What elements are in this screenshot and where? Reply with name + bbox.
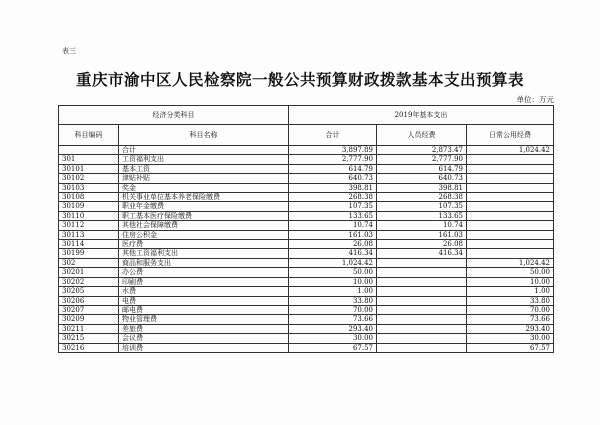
row-total: 73.66 [289, 315, 377, 324]
table-row [59, 268, 554, 277]
row-personnel: 416.34 [377, 249, 467, 258]
row-total: 50.00 [289, 268, 377, 277]
table-row [59, 230, 554, 239]
row-total: 398.81 [289, 183, 377, 192]
row-public [467, 230, 554, 239]
row-name: 培训费 [119, 343, 289, 352]
row-public: 1.00 [467, 287, 554, 296]
row-public: 70.00 [467, 305, 554, 314]
row-public: 30.00 [467, 334, 554, 343]
row-name: 会议费 [119, 334, 289, 343]
row-personnel [377, 315, 467, 324]
row-name: 奖金 [119, 183, 289, 192]
table-row [59, 343, 554, 352]
header-total: 合计 [289, 125, 377, 146]
table-row [59, 249, 554, 258]
row-name: 住房公积金 [119, 230, 289, 239]
row-code: 302 [59, 258, 119, 267]
header-basic-2019: 2019年基本支出 [289, 106, 554, 125]
row-public [467, 240, 554, 249]
row-code: 30209 [59, 315, 119, 324]
row-personnel: 161.03 [377, 230, 467, 239]
table-row [59, 221, 554, 230]
table-row [59, 193, 554, 202]
row-public [467, 183, 554, 192]
header-row-top [59, 106, 554, 125]
table-row [59, 277, 554, 286]
table-row [59, 211, 554, 220]
document-title: 重庆市渝中区人民检察院一般公共预算财政拨款基本支出预算表 [75, 71, 524, 89]
row-personnel [377, 296, 467, 305]
row-total: 2,777.90 [289, 155, 377, 164]
row-code: 30109 [59, 202, 119, 211]
row-name: 办公费 [119, 268, 289, 277]
row-personnel [377, 334, 467, 343]
table-row [59, 324, 554, 333]
header-category: 经济分类科目 [59, 106, 289, 125]
row-total: 67.57 [289, 343, 377, 352]
row-public: 67.57 [467, 343, 554, 352]
row-code: 30108 [59, 193, 119, 202]
table-body [59, 146, 554, 353]
row-public: 73.66 [467, 315, 554, 324]
row-code: 30101 [59, 164, 119, 173]
row-total: 10.00 [289, 277, 377, 286]
row-public [467, 174, 554, 183]
row-name: 差旅费 [119, 324, 289, 333]
row-code: 30201 [59, 268, 119, 277]
row-name: 职业年金缴费 [119, 202, 289, 211]
row-public [467, 155, 554, 164]
row-total: 3,897.89 [289, 146, 377, 155]
row-total: 107.35 [289, 202, 377, 211]
table-row [59, 315, 554, 324]
row-personnel: 398.81 [377, 183, 467, 192]
row-code: 30206 [59, 296, 119, 305]
table-row [59, 202, 554, 211]
row-total: 30.00 [289, 334, 377, 343]
row-name: 职工基本医疗保险缴费 [119, 211, 289, 220]
row-public [467, 164, 554, 173]
row-public [467, 249, 554, 258]
row-name: 其他工资福利支出 [119, 249, 289, 258]
row-code: 30211 [59, 324, 119, 333]
row-personnel [377, 268, 467, 277]
row-public [467, 202, 554, 211]
row-personnel: 640.73 [377, 174, 467, 183]
unit-label: 单位：万元 [516, 95, 554, 104]
row-name: 医疗费 [119, 240, 289, 249]
row-code: 30102 [59, 174, 119, 183]
row-total: 26.08 [289, 240, 377, 249]
row-code: 30207 [59, 305, 119, 314]
table-row [59, 296, 554, 305]
row-personnel [377, 305, 467, 314]
table-row [59, 164, 554, 173]
row-code: 30110 [59, 211, 119, 220]
row-name: 电费 [119, 296, 289, 305]
row-public: 50.00 [467, 268, 554, 277]
row-public: 33.80 [467, 296, 554, 305]
row-code: 30216 [59, 343, 119, 352]
row-public [467, 211, 554, 220]
row-total: 416.34 [289, 249, 377, 258]
row-personnel: 614.79 [377, 164, 467, 173]
row-total: 161.03 [289, 230, 377, 239]
budget-table [58, 105, 554, 353]
header-public: 日常公用经费 [467, 125, 554, 146]
row-code: 30205 [59, 287, 119, 296]
table-row [59, 146, 554, 155]
header-row-bottom [59, 125, 554, 146]
row-personnel: 2,873.47 [377, 146, 467, 155]
row-personnel: 2,777.90 [377, 155, 467, 164]
table-row [59, 287, 554, 296]
row-total: 70.00 [289, 305, 377, 314]
table-row [59, 334, 554, 343]
row-name: 工资福利支出 [119, 155, 289, 164]
row-total: 614.79 [289, 164, 377, 173]
row-total: 640.73 [289, 174, 377, 183]
row-code: 30202 [59, 277, 119, 286]
row-code: 30112 [59, 221, 119, 230]
row-code [59, 146, 119, 155]
row-code: 30199 [59, 249, 119, 258]
header-code: 科目编码 [59, 125, 119, 146]
row-public: 293.40 [467, 324, 554, 333]
table-row [59, 174, 554, 183]
table-row [59, 240, 554, 249]
row-total: 10.74 [289, 221, 377, 230]
row-total: 293.40 [289, 324, 377, 333]
table-row [59, 155, 554, 164]
row-total: 1,024.42 [289, 258, 377, 267]
row-code: 30113 [59, 230, 119, 239]
row-name: 合计 [119, 146, 289, 155]
row-personnel: 10.74 [377, 221, 467, 230]
row-name: 津贴补贴 [119, 174, 289, 183]
row-name: 物业管理费 [119, 315, 289, 324]
row-name: 其他社会保障缴费 [119, 221, 289, 230]
row-personnel [377, 277, 467, 286]
table-row [59, 183, 554, 192]
row-name: 印刷费 [119, 277, 289, 286]
row-public [467, 193, 554, 202]
row-personnel [377, 343, 467, 352]
row-personnel [377, 287, 467, 296]
row-personnel: 133.65 [377, 211, 467, 220]
row-public: 1,024.42 [467, 258, 554, 267]
row-code: 30114 [59, 240, 119, 249]
row-name: 水费 [119, 287, 289, 296]
row-code: 301 [59, 155, 119, 164]
sheet-tag: 表三 [62, 47, 76, 55]
header-name: 科目名称 [119, 125, 289, 146]
row-code: 30103 [59, 183, 119, 192]
row-personnel: 107.35 [377, 202, 467, 211]
row-name: 邮电费 [119, 305, 289, 314]
row-total: 1.00 [289, 287, 377, 296]
row-personnel: 268.38 [377, 193, 467, 202]
row-public: 10.00 [467, 277, 554, 286]
row-total: 33.80 [289, 296, 377, 305]
table-row [59, 305, 554, 314]
row-name: 商品和服务支出 [119, 258, 289, 267]
row-total: 133.65 [289, 211, 377, 220]
row-public: 1,024.42 [467, 146, 554, 155]
row-name: 机关事业单位基本养老保险缴费 [119, 193, 289, 202]
row-code: 30215 [59, 334, 119, 343]
table-row [59, 258, 554, 267]
row-personnel: 26.08 [377, 240, 467, 249]
header-personnel: 人员经费 [377, 125, 467, 146]
row-name: 基本工资 [119, 164, 289, 173]
row-personnel [377, 324, 467, 333]
row-total: 268.38 [289, 193, 377, 202]
row-public [467, 221, 554, 230]
row-personnel [377, 258, 467, 267]
